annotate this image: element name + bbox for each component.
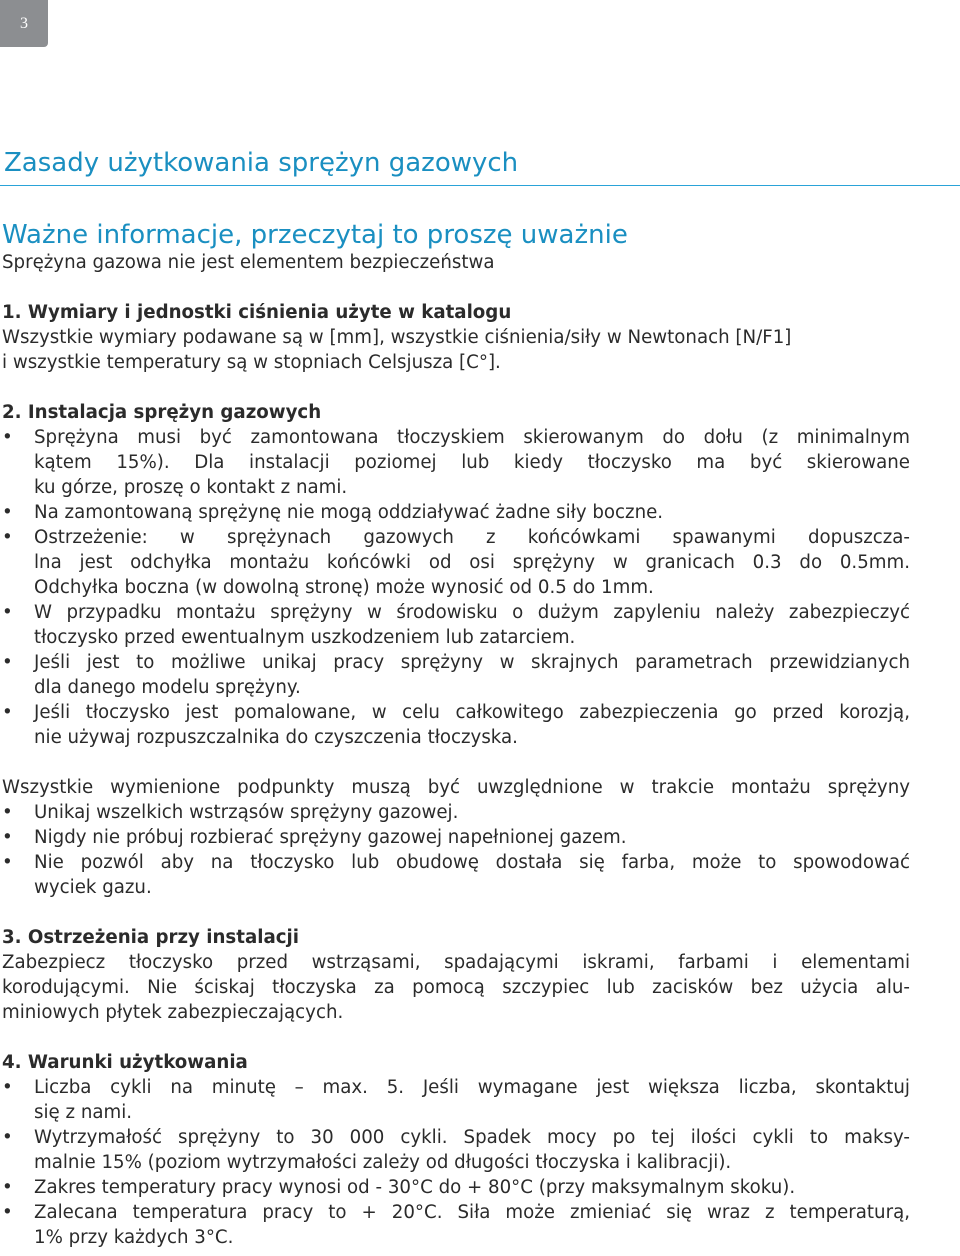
section-3-line: korodującymi. Nie ściskaj tłoczyska za pomocą szczypiec lub zacisków bez użycia alu-: [2, 977, 910, 998]
list-item-line: Na zamontowaną sprężynę nie mogą oddziaływać żadne siły boczne.: [34, 502, 664, 523]
list-item: [2, 600, 910, 650]
list-item: [2, 525, 910, 600]
bullet-icon: •: [2, 702, 13, 723]
list-item: [2, 650, 910, 700]
list-item-line: Odchyłka boczna (w dowolną stronę) może wynosić od 0.5 do 1mm.: [34, 577, 654, 598]
list-item-line: Zakres temperatury pracy wynosi od - 30°C do + 80°C (przy maksymalnym skoku).: [34, 1177, 796, 1198]
bullet-icon: •: [2, 852, 13, 873]
bullet-icon: •: [2, 802, 13, 823]
page-number-badge: 3: [0, 0, 48, 47]
list-item: [2, 1075, 910, 1125]
list-item-line: Jeśli tłoczysko jest pomalowane, w celu całkowitego zabezpieczenia go przed korozją,: [34, 702, 910, 723]
section-1-heading: 1. Wymiary i jednostki ciśnienia użyte w katalogu: [2, 302, 512, 323]
section-1-line: Wszystkie wymiary podawane są w [mm], wszystkie ciśnienia/siły w Newtonach [N/F1]: [2, 327, 792, 348]
list-item-line: wyciek gazu.: [34, 877, 152, 898]
section-3-heading: 3. Ostrzeżenia przy instalacji: [2, 927, 299, 948]
list-item: [2, 425, 910, 500]
list-item-line: dla danego modelu sprężyny.: [34, 677, 301, 698]
list-item-line: Liczba cykli na minutę – max. 5. Jeśli wymagane jest większa liczba, skontaktuj: [34, 1077, 910, 1098]
section-3-line: miniowych płytek zabezpieczających.: [2, 1002, 344, 1023]
intro-text: Sprężyna gazowa nie jest elementem bezpieczeństwa: [2, 252, 495, 273]
list-item-line: kątem 15%). Dla instalacji poziomej lub kiedy tłoczysko ma być skierowane: [34, 452, 910, 473]
list-item-line: Ostrzeżenie: w sprężynach gazowych z końcówkami spawanymi dopuszcza-: [34, 527, 910, 548]
bullet-icon: •: [2, 1077, 13, 1098]
title-divider: [0, 185, 960, 186]
list-item-line: Jeśli jest to możliwe unikaj pracy sprężyny w skrajnych parametrach przewidzianych: [34, 652, 910, 673]
list-item: [2, 825, 910, 850]
list-item: [2, 700, 910, 750]
list-item-line: lna jest odchyłka montażu końcówki od osi sprężyny w granicach 0.3 do 0.5mm.: [34, 552, 910, 573]
bullet-icon: •: [2, 827, 13, 848]
list-item-line: ku górze, proszę o kontakt z nami.: [34, 477, 348, 498]
list-item: [2, 500, 910, 525]
page-subtitle: Ważne informacje, przeczytaj to proszę uważnie: [2, 220, 628, 250]
list-item-line: Wytrzymałość sprężyny to 30 000 cykli. Spadek mocy po tej ilości cykli to maksy-: [34, 1127, 910, 1148]
list-item-line: Sprężyna musi być zamontowana tłoczyskiem skierowanym do dołu (z minimalnym: [34, 427, 910, 448]
section-3-line: Zabezpiecz tłoczysko przed wstrząsami, spadającymi iskrami, farbami i elementami: [2, 952, 910, 973]
list-item-line: Nigdy nie próbuj rozbierać sprężyny gazowej napełnionej gazem.: [34, 827, 627, 848]
bullet-icon: •: [2, 427, 13, 448]
document-body: [2, 250, 910, 1250]
bullet-icon: •: [2, 1127, 13, 1148]
list-item: [2, 1200, 910, 1250]
list-item-line: tłoczysko przed ewentualnym uszkodzeniem lub zatarciem.: [34, 627, 576, 648]
section-4-heading: 4. Warunki użytkowania: [2, 1052, 248, 1073]
list-item-line: Unikaj wszelkich wstrząsów sprężyny gazowej.: [34, 802, 459, 823]
section-2-heading: 2. Instalacja sprężyn gazowych: [2, 402, 322, 423]
section-1-line: i wszystkie temperatury są w stopniach Celsjusza [C°].: [2, 352, 501, 373]
bullet-icon: •: [2, 502, 13, 523]
list-item-line: W przypadku montażu sprężyny w środowisku o dużym zapyleniu należy zabezpieczyć: [34, 602, 910, 623]
bullet-icon: •: [2, 527, 13, 548]
list-item: [2, 1175, 910, 1200]
bullet-icon: •: [2, 1177, 13, 1198]
list-item-line: malnie 15% (poziom wytrzymałości zależy od długości tłoczyska i kalibracji).: [34, 1152, 732, 1173]
installation-lead-text: Wszystkie wymienione podpunkty muszą być uwzględnione w trakcie montażu sprężyny: [2, 777, 910, 798]
list-item-line: 1% przy każdych 3°C.: [34, 1227, 234, 1248]
list-item-line: nie używaj rozpuszczalnika do czyszczenia tłoczyska.: [34, 727, 518, 748]
list-item: [2, 850, 910, 900]
list-item: [2, 1125, 910, 1175]
list-item-line: się z nami.: [34, 1102, 133, 1123]
list-item-line: Nie pozwól aby na tłoczysko lub obudowę dostała się farba, może to spowodować: [34, 852, 910, 873]
bullet-icon: •: [2, 602, 13, 623]
bullet-icon: •: [2, 652, 13, 673]
list-item: [2, 800, 910, 825]
list-item-line: Zalecana temperatura pracy to + 20°C. Siła może zmieniać się wraz z temperaturą,: [34, 1202, 910, 1223]
page-title: Zasady użytkowania sprężyn gazowych: [4, 148, 519, 178]
bullet-icon: •: [2, 1202, 13, 1223]
